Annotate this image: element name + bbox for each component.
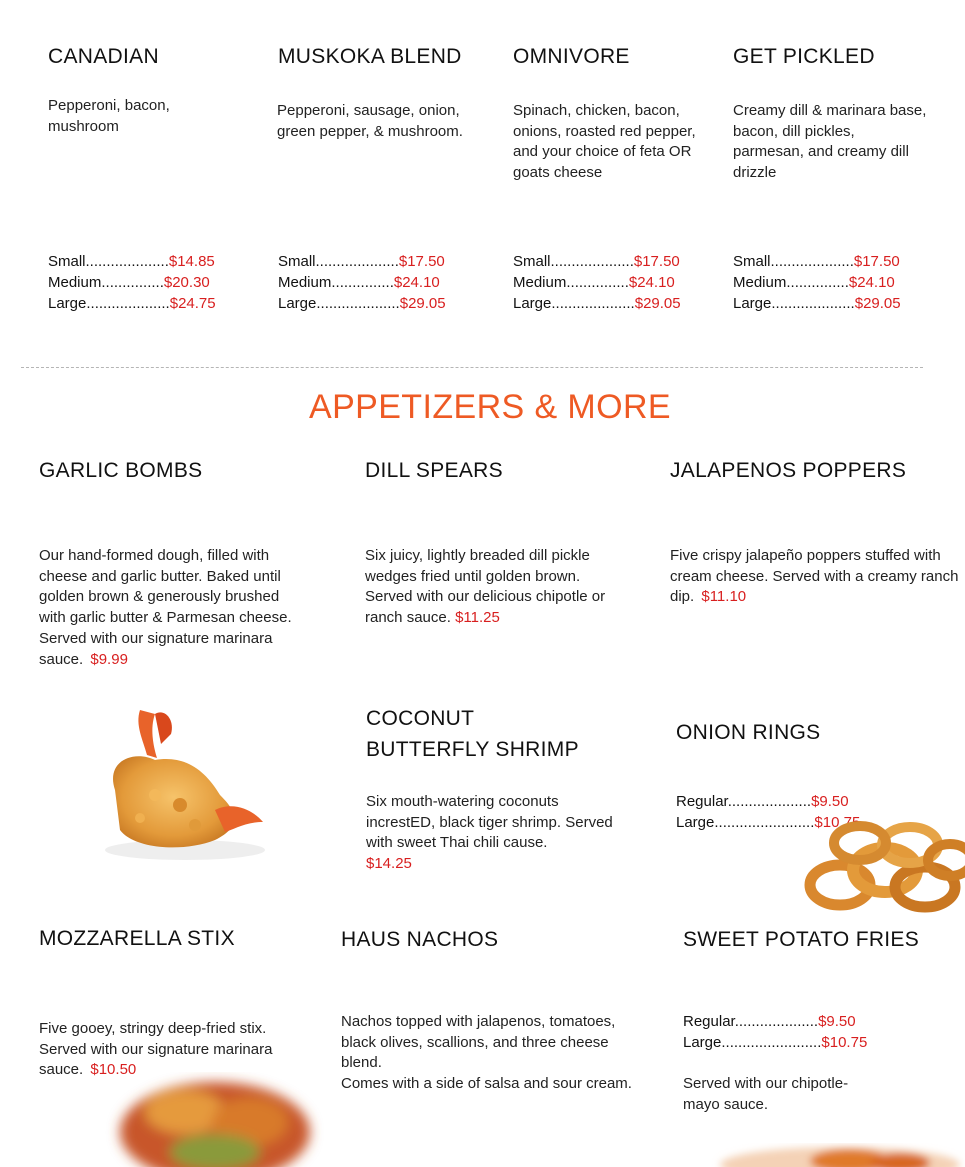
leader-dots: .................... [771, 295, 855, 312]
sweet-potato-image [700, 1135, 965, 1167]
desc-text: Six mouth-watering coconuts increstED, black tiger shrimp. Served with sweet Thai chili cause. [366, 793, 613, 852]
appetizer-title-haus-nachos: HAUS NACHOS [341, 928, 499, 951]
price: $9.99 [90, 650, 128, 668]
leader-dots: .................... [551, 295, 635, 312]
onion-rings-icon [800, 815, 965, 920]
size-label: Medium [513, 274, 567, 291]
appetizer-title-mozzarella-stix: MOZZARELLA STIX [39, 927, 235, 950]
size-label: Large [733, 295, 772, 312]
leader-dots: .................... [86, 295, 170, 312]
desc-text: Six juicy, lightly breaded dill pickle wedges fried until golden brown. Served with our delicious chipotle or ranch sauce. [365, 547, 606, 627]
size-label: Large [676, 814, 715, 831]
onion-rings-image [800, 815, 965, 920]
pizza-desc-get-pickled: Creamy dill & marinara base, bacon, dill pickles, parmesan, and creamy dill drizzle [733, 102, 927, 182]
size-label: Small [513, 253, 551, 270]
size-price: $24.10 [848, 274, 895, 291]
leader-dots: .................... [85, 253, 169, 270]
size-label: Large [513, 295, 552, 312]
size-label: Regular [676, 793, 728, 810]
leader-dots: .................... [727, 793, 812, 810]
size-price: $29.05 [854, 295, 901, 312]
price: $14.25 [366, 855, 412, 873]
appetizer-title-dill-spears: DILL SPEARS [365, 459, 503, 482]
size-price: $24.75 [169, 295, 216, 312]
section-heading: APPETIZERS & MORE [309, 388, 671, 426]
price: $10.50 [90, 1061, 137, 1079]
size-label: Regular [683, 1013, 735, 1030]
size-label: Large [683, 1034, 722, 1051]
leader-dots: ............... [786, 274, 849, 291]
size-price: $29.05 [634, 295, 681, 312]
size-label: Large [48, 295, 87, 312]
size-price: $9.50 [811, 793, 849, 810]
size-price: $20.30 [163, 274, 210, 291]
desc-text-2: Comes with a side of salsa and sour cream. [341, 1075, 632, 1093]
shrimp-icon [95, 700, 270, 865]
size-label: Medium [48, 274, 102, 291]
size-price: $17.50 [853, 253, 900, 270]
desc-text: Five crispy jalapeño poppers stuffed with cream cheese. Served with a creamy ranch dip. [670, 547, 959, 606]
pizza-prices-get-pickled [733, 251, 901, 314]
mozzarella-image [105, 1062, 330, 1167]
pizza-desc-omnivore: Spinach, chicken, bacon, onions, roasted red pepper, and your choice of feta OR goats cheese [513, 102, 696, 182]
leader-dots: ............... [101, 274, 164, 291]
appetizer-desc-dill-spears [365, 546, 615, 629]
leader-dots: ........................ [714, 814, 815, 831]
size-label: Small [278, 253, 316, 270]
size-price: $17.50 [398, 253, 445, 270]
desc-text: Five gooey, stringy deep-fried stix. Served with our signature marinara sauce. [39, 1020, 273, 1079]
leader-dots: ............... [566, 274, 629, 291]
size-price: $10.75 [821, 1034, 868, 1051]
leader-dots: .................... [316, 295, 400, 312]
mozzarella-icon [105, 1062, 330, 1167]
appetizer-desc-garlic-bombs [39, 546, 301, 670]
size-label: Small [48, 253, 86, 270]
title-line-1: COCONUT [366, 707, 475, 730]
appetizer-desc-coconut-shrimp [366, 792, 616, 875]
price: $11.25 [455, 609, 500, 627]
size-label: Medium [733, 274, 787, 291]
size-price: $9.50 [818, 1013, 856, 1030]
section-divider [21, 367, 923, 368]
pizza-desc-canadian: Pepperoni, bacon, mushroom [48, 97, 170, 135]
sweet-potato-note: Served with our chipotle-mayo sauce. [683, 1075, 849, 1113]
size-price: $29.05 [399, 295, 446, 312]
appetizer-title-onion-rings: ONION RINGS [676, 721, 821, 744]
desc-text: Our hand-formed dough, filled with cheese and garlic butter. Baked until golden brown & generously brushed with garlic butter & Parmesan cheese. Served with our signature marinara sauce. [39, 547, 292, 668]
title-line-2: BUTTERFLY SHRIMP [366, 738, 579, 761]
appetizer-title-garlic-bombs: GARLIC BOMBS [39, 459, 203, 482]
appetizer-title-coconut-shrimp [366, 703, 579, 765]
appetizer-desc-haus-nachos [341, 1012, 641, 1095]
sweet-potato-icon [700, 1135, 965, 1167]
pizza-prices-canadian [48, 251, 216, 314]
size-label: Large [278, 295, 317, 312]
sweet-potato-prices [683, 1011, 867, 1053]
size-price: $24.10 [393, 274, 440, 291]
desc-text: Nachos topped with jalapenos, tomatoes, black olives, scallions, and three cheese blend. [341, 1013, 616, 1072]
pizza-title-get-pickled: GET PICKLED [733, 45, 875, 68]
size-label: Small [733, 253, 771, 270]
leader-dots: ............... [331, 274, 394, 291]
size-price: $10.75 [814, 814, 861, 831]
fried-shrimp-image [95, 700, 270, 865]
pizza-title-canadian: CANADIAN [48, 45, 159, 68]
pizza-title-muskoka: MUSKOKA BLEND [278, 45, 462, 68]
price: $11.10 [701, 588, 747, 606]
pizza-prices-omnivore [513, 251, 681, 314]
leader-dots: ........................ [721, 1034, 822, 1051]
size-price: $24.10 [628, 274, 675, 291]
pizza-prices-muskoka [278, 251, 446, 314]
size-price: $17.50 [633, 253, 680, 270]
leader-dots: .................... [734, 1013, 819, 1030]
size-label: Medium [278, 274, 332, 291]
appetizer-desc-jalapenos-poppers [670, 546, 965, 608]
leader-dots: .................... [770, 253, 854, 270]
appetizer-title-jalapenos-poppers: JALAPENOS POPPERS [670, 459, 907, 482]
leader-dots: .................... [315, 253, 399, 270]
size-price: $14.85 [168, 253, 215, 270]
pizza-desc-muskoka: Pepperoni, sausage, onion, green pepper, & mushroom. [277, 102, 463, 140]
pizza-title-omnivore: OMNIVORE [513, 45, 630, 68]
appetizer-title-sweet-potato-fries: SWEET POTATO FRIES [683, 928, 920, 951]
leader-dots: .................... [550, 253, 634, 270]
